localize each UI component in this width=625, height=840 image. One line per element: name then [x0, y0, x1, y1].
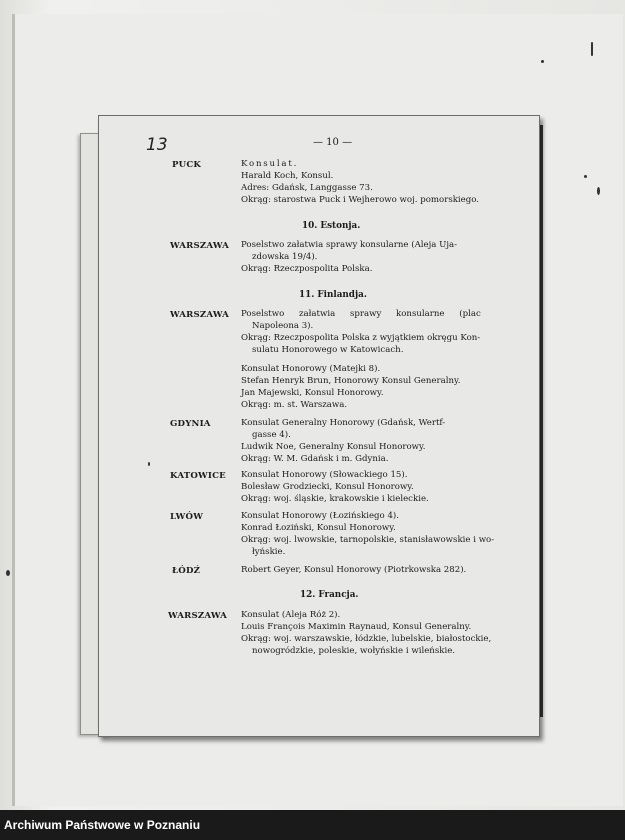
entry-line: Konsulat Generalny Honorowy (Gdańsk, Wertf-: [241, 418, 446, 428]
entry-line: Okrąg: woj. śląskie, krakowskie i kieleckie.: [241, 494, 429, 504]
entry-line: Konsulat.: [241, 159, 299, 169]
speck: [597, 187, 600, 195]
entry-line: zdowska 19/4).: [252, 252, 318, 262]
entry-line: Poselstwo załatwia sprawy konsularne (plac: [241, 309, 481, 319]
entry-location: ŁÓDŹ: [172, 566, 201, 576]
entry-line: Bolesław Grodziecki, Konsul Honorowy.: [241, 482, 414, 492]
entry-line: łyńskie.: [252, 547, 286, 557]
entry-line: Okrąg: W. M. Gdańsk i m. Gdynia.: [241, 454, 389, 464]
speck: [541, 60, 544, 63]
speck: [148, 462, 150, 466]
entry-line: Okrąg: woj. warszawskie, łódzkie, lubelskie, białostockie,: [241, 634, 492, 644]
entry-line: Louis François Maximin Raynaud, Konsul Generalny.: [241, 622, 472, 632]
entry-location: KATOWICE: [170, 471, 226, 481]
archive-footer: [0, 810, 625, 840]
footer-label: Archiwum Państwowe w Poznaniu: [4, 818, 201, 832]
entry-line: Adres: Gdańsk, Langgasse 73.: [241, 183, 373, 193]
entry-line: Konsulat Honorowy (Matejki 8).: [241, 364, 381, 374]
entry-line: Napoleona 3).: [252, 321, 314, 331]
entry-location: WARSZAWA: [168, 611, 227, 621]
entry-line: Konsulat (Aleja Róż 2).: [241, 610, 341, 620]
entry-line: Robert Geyer, Konsul Honorowy (Piotrkowska 282).: [241, 565, 467, 575]
entry-line: Konrad Łoziński, Konsul Honorowy.: [241, 523, 396, 533]
entry-line: Jan Majewski, Konsul Honorowy.: [241, 388, 384, 398]
section-heading: 12. Francja.: [300, 590, 359, 600]
entry-location: GDYNIA: [170, 419, 211, 429]
page-number: — 10 —: [313, 137, 353, 148]
entry-line: Okrąg: starostwa Puck i Wejherowo woj. pomorskiego.: [241, 195, 480, 205]
speck: [6, 570, 10, 576]
entry-line: Okrąg: woj. lwowskie, tarnopolskie, stanisławowskie i wo-: [241, 535, 495, 545]
entry-line: gasse 4).: [252, 430, 291, 440]
entry-line: Harald Koch, Konsul.: [241, 171, 334, 181]
speck: [584, 175, 587, 178]
entry-line: Okrąg: m. st. Warszawa.: [241, 400, 348, 410]
entry-line: Ludwik Noe, Generalny Konsul Honorowy.: [241, 442, 426, 452]
entry-location: LWÓW: [170, 512, 204, 522]
entry-line: Okrąg: Rzeczpospolita Polska.: [241, 264, 373, 274]
speck: [591, 42, 593, 56]
entry-location: PUCK: [172, 160, 202, 170]
entry-line: Konsulat Honorowy (Łozińskiego 4).: [241, 511, 399, 521]
entry-line: sulatu Honorowego w Katowicach.: [252, 345, 404, 355]
handwritten-number: 13: [146, 135, 168, 155]
entry-line: Konsulat Honorowy (Słowackiego 15).: [241, 470, 408, 480]
section-heading: 10. Estonja.: [302, 221, 361, 231]
entry-location: WARSZAWA: [170, 241, 229, 251]
entry-line: Stefan Henryk Brun, Honorowy Konsul Generalny.: [241, 376, 461, 386]
entry-line: Okrąg: Rzeczpospolita Polska z wyjątkiem okręgu Kon-: [241, 333, 481, 343]
entry-line: Poselstwo załatwia sprawy konsularne (Aleja Uja-: [241, 240, 458, 250]
entry-line: nowogródzkie, poleskie, wołyńskie i wileńskie.: [252, 646, 456, 656]
section-heading: 11. Finlandja.: [299, 290, 367, 300]
entry-location: WARSZAWA: [170, 310, 229, 320]
